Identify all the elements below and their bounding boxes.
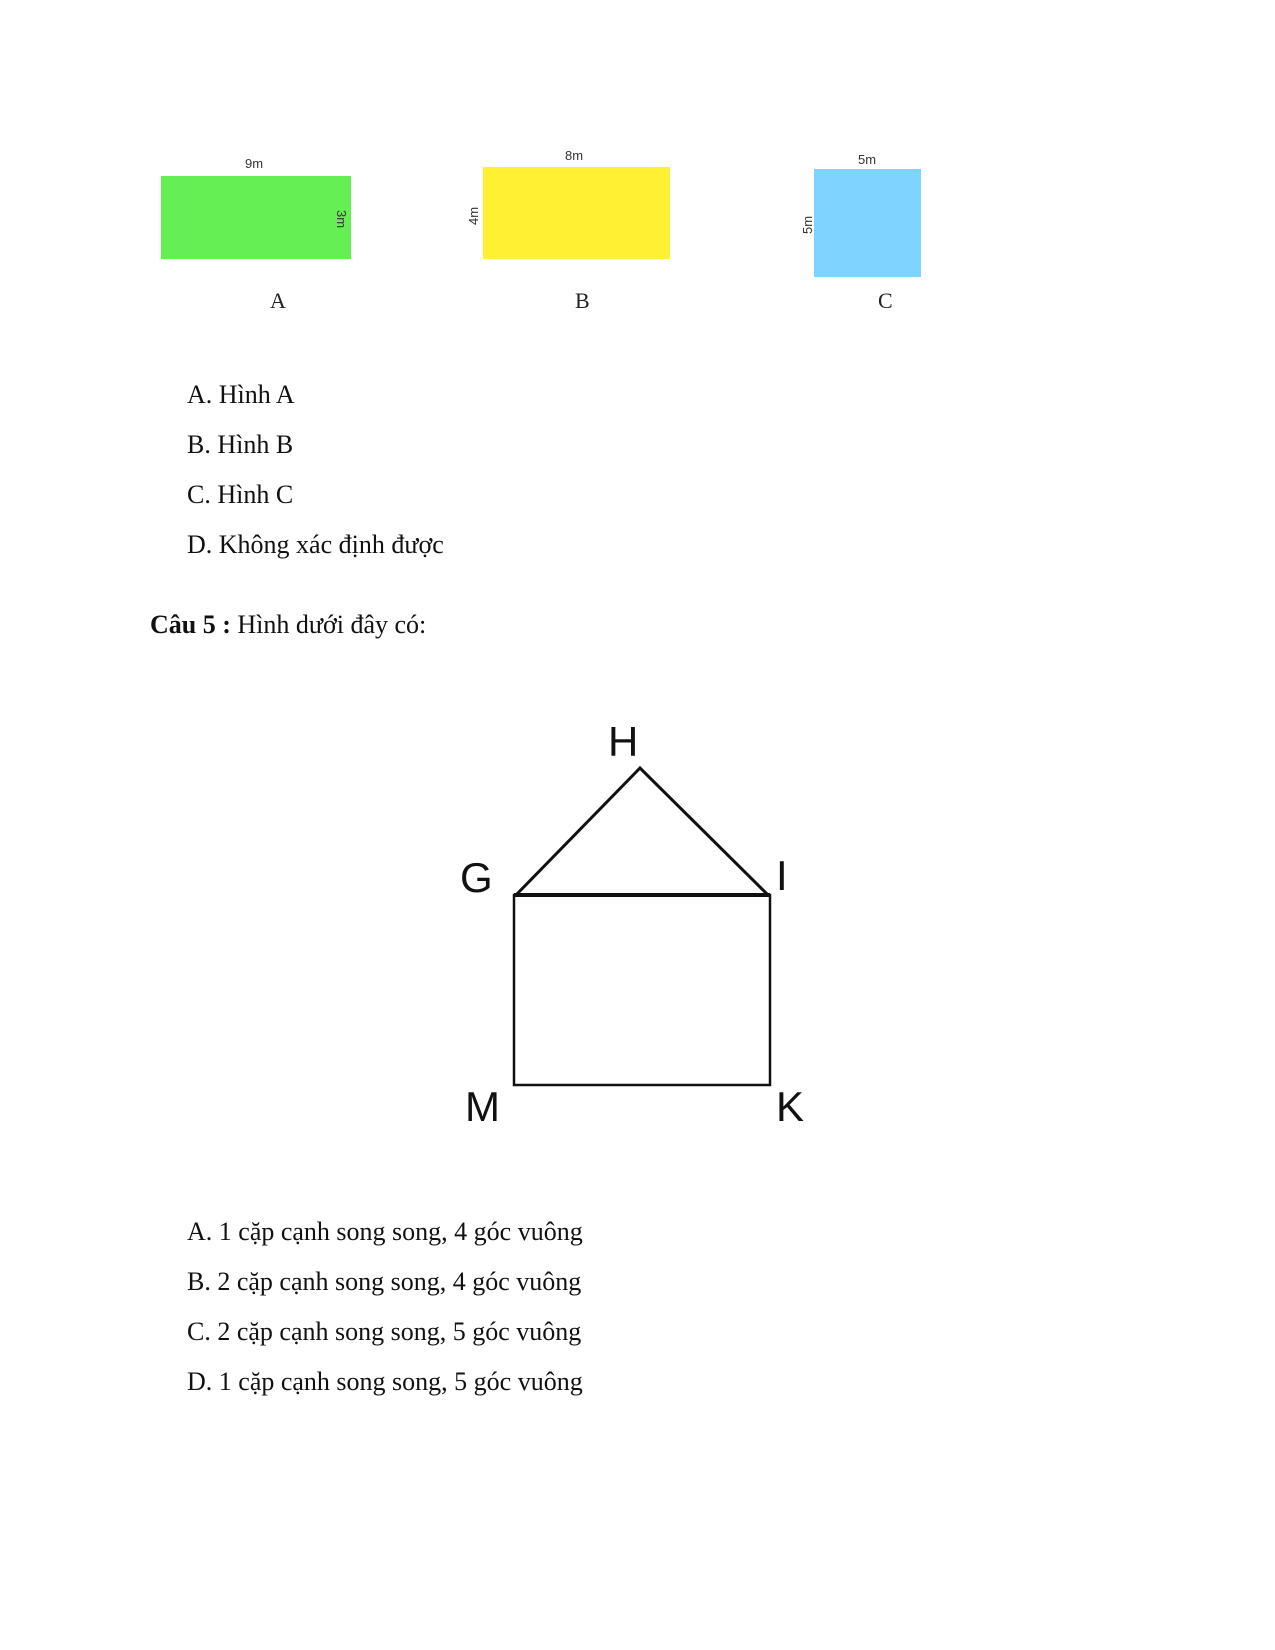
shape-a-height-label: 3m: [334, 210, 349, 229]
point-i-label: I: [776, 852, 788, 899]
shape-b-name: B: [575, 288, 590, 313]
point-k-label: K: [776, 1083, 805, 1130]
q4-option-a[interactable]: A. Hình A: [187, 380, 295, 409]
q5-option-d[interactable]: D. 1 cặp cạnh song song, 5 góc vuông: [187, 1367, 583, 1396]
q5-number: Câu 5 :: [150, 610, 231, 639]
point-g-label: G: [460, 854, 493, 901]
shape-a-width-label: 9m: [245, 156, 264, 171]
shape-a-name: A: [270, 288, 286, 313]
shape-c-width-label: 5m: [858, 152, 877, 167]
shape-b-height-label: 4m: [466, 206, 481, 225]
shape-c-name: C: [878, 288, 893, 313]
q5-option-c[interactable]: C. 2 cặp cạnh song song, 5 góc vuông: [187, 1317, 582, 1346]
q4-option-d[interactable]: D. Không xác định được: [187, 530, 444, 559]
q4-option-c[interactable]: C. Hình C: [187, 480, 294, 509]
roof-lines: [516, 768, 768, 895]
q5-option-b[interactable]: B. 2 cặp cạnh song song, 4 góc vuông: [187, 1267, 582, 1296]
rectangle-gikm: [514, 895, 770, 1085]
shape-b-width-label: 8m: [565, 148, 584, 163]
point-m-label: M: [465, 1083, 500, 1130]
point-h-label: H: [608, 718, 639, 765]
shape-c-height-label: 5m: [800, 215, 815, 234]
q5-text: Hình dưới đây có:: [230, 610, 427, 639]
q4-option-b[interactable]: B. Hình B: [187, 430, 294, 459]
q5-option-a[interactable]: A. 1 cặp cạnh song song, 4 góc vuông: [187, 1217, 583, 1246]
